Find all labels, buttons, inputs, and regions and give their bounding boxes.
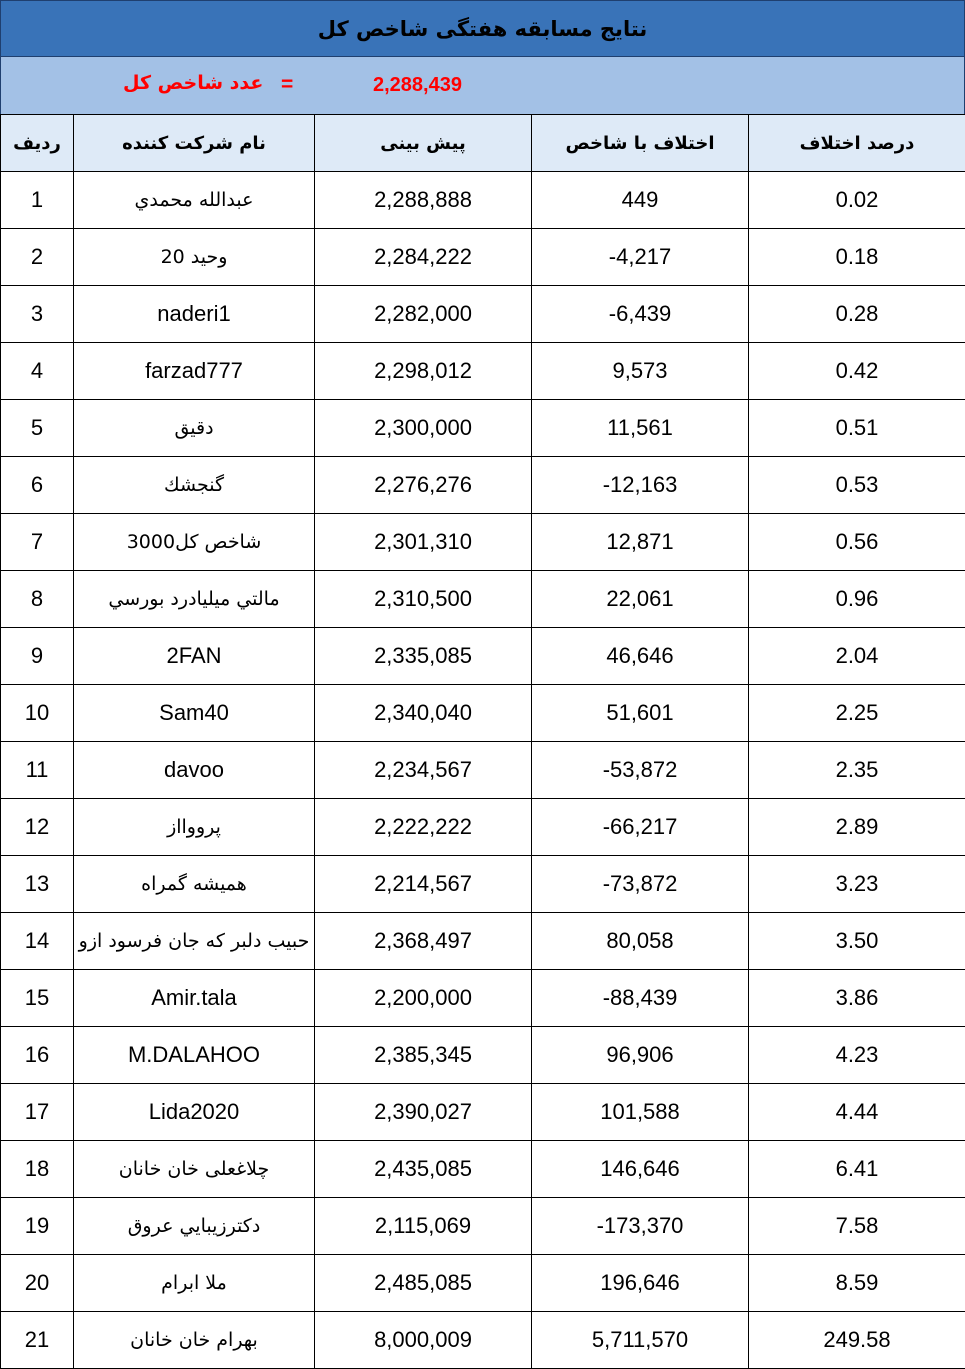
cell-rank: 2 bbox=[1, 229, 74, 286]
header-rank: ردیف bbox=[1, 115, 74, 172]
title-bar bbox=[0, 0, 965, 57]
cell-rank: 20 bbox=[1, 1255, 74, 1312]
cell-name: ملا ابرام bbox=[74, 1255, 315, 1312]
cell-forecast: 2,485,085 bbox=[315, 1255, 532, 1312]
cell-name: Sam40 bbox=[74, 685, 315, 742]
cell-percent: 0.28 bbox=[749, 286, 965, 343]
cell-forecast: 2,288,888 bbox=[315, 172, 532, 229]
cell-name: همیشه گمراه bbox=[74, 856, 315, 913]
cell-forecast: 2,385,345 bbox=[315, 1027, 532, 1084]
cell-rank: 16 bbox=[1, 1027, 74, 1084]
cell-name: وحید 20 bbox=[74, 229, 315, 286]
cell-forecast: 2,222,222 bbox=[315, 799, 532, 856]
cell-name: دكترزيبايي عروق bbox=[74, 1198, 315, 1255]
cell-diff: -66,217 bbox=[532, 799, 749, 856]
cell-name: حبیب دلبر که جان فرسود ازو bbox=[74, 913, 315, 970]
cell-forecast: 2,115,069 bbox=[315, 1198, 532, 1255]
table-row bbox=[1, 571, 965, 628]
table-row bbox=[1, 1141, 965, 1198]
cell-diff: -12,163 bbox=[532, 457, 749, 514]
cell-diff: 101,588 bbox=[532, 1084, 749, 1141]
table-row bbox=[1, 799, 965, 856]
cell-name: پرووااز bbox=[74, 799, 315, 856]
cell-diff: -6,439 bbox=[532, 286, 749, 343]
cell-forecast: 2,276,276 bbox=[315, 457, 532, 514]
cell-percent: 0.42 bbox=[749, 343, 965, 400]
cell-percent: 4.44 bbox=[749, 1084, 965, 1141]
cell-diff: 22,061 bbox=[532, 571, 749, 628]
cell-rank: 4 bbox=[1, 343, 74, 400]
cell-diff: 12,871 bbox=[532, 514, 749, 571]
cell-name: بهرام خان خانان bbox=[74, 1312, 315, 1369]
cell-percent: 249.58 bbox=[749, 1312, 965, 1369]
cell-diff: -4,217 bbox=[532, 229, 749, 286]
table-row bbox=[1, 1027, 965, 1084]
cell-percent: 0.53 bbox=[749, 457, 965, 514]
cell-rank: 19 bbox=[1, 1198, 74, 1255]
cell-rank: 8 bbox=[1, 571, 74, 628]
table-row bbox=[1, 457, 965, 514]
page-title: نتایج مسابقه هفتگی شاخص کل bbox=[317, 16, 648, 41]
table-row bbox=[1, 172, 965, 229]
cell-forecast: 2,368,497 bbox=[315, 913, 532, 970]
table-row bbox=[1, 742, 965, 799]
cell-rank: 11 bbox=[1, 742, 74, 799]
index-equals-sign: = bbox=[281, 73, 294, 96]
table-row bbox=[1, 970, 965, 1027]
cell-percent: 2.04 bbox=[749, 628, 965, 685]
cell-diff: -73,872 bbox=[532, 856, 749, 913]
cell-rank: 10 bbox=[1, 685, 74, 742]
table-row bbox=[1, 229, 965, 286]
header-percent: درصد اختلاف bbox=[749, 115, 965, 172]
table-row bbox=[1, 343, 965, 400]
table-row bbox=[1, 1084, 965, 1141]
table-row bbox=[1, 856, 965, 913]
table-row bbox=[1, 1312, 965, 1369]
cell-name: مالتي ميليادرد بورسي bbox=[74, 571, 315, 628]
cell-name: M.DALAHOO bbox=[74, 1027, 315, 1084]
header-diff: اختلاف با شاخص bbox=[532, 115, 749, 172]
cell-percent: 7.58 bbox=[749, 1198, 965, 1255]
cell-forecast: 2,282,000 bbox=[315, 286, 532, 343]
cell-percent: 0.02 bbox=[749, 172, 965, 229]
cell-diff: 9,573 bbox=[532, 343, 749, 400]
table-row bbox=[1, 286, 965, 343]
cell-rank: 1 bbox=[1, 172, 74, 229]
cell-percent: 6.41 bbox=[749, 1141, 965, 1198]
cell-percent: 3.50 bbox=[749, 913, 965, 970]
cell-name: farzad777 bbox=[74, 343, 315, 400]
cell-diff: 11,561 bbox=[532, 400, 749, 457]
cell-percent: 3.86 bbox=[749, 970, 965, 1027]
cell-rank: 6 bbox=[1, 457, 74, 514]
cell-name: دقیق bbox=[74, 400, 315, 457]
index-label: عدد شاخص کل bbox=[123, 72, 264, 94]
cell-percent: 2.25 bbox=[749, 685, 965, 742]
cell-percent: 4.23 bbox=[749, 1027, 965, 1084]
cell-rank: 15 bbox=[1, 970, 74, 1027]
cell-diff: 196,646 bbox=[532, 1255, 749, 1312]
cell-diff: 46,646 bbox=[532, 628, 749, 685]
cell-name: عبدالله محمدي bbox=[74, 172, 315, 229]
index-value: 2,288,439 bbox=[373, 74, 462, 96]
cell-name: 2FAN bbox=[74, 628, 315, 685]
cell-name: Amir.tala bbox=[74, 970, 315, 1027]
cell-percent: 0.96 bbox=[749, 571, 965, 628]
cell-percent: 8.59 bbox=[749, 1255, 965, 1312]
cell-rank: 18 bbox=[1, 1141, 74, 1198]
cell-name: Lida2020 bbox=[74, 1084, 315, 1141]
cell-forecast: 2,298,012 bbox=[315, 343, 532, 400]
cell-diff: 146,646 bbox=[532, 1141, 749, 1198]
cell-diff: 96,906 bbox=[532, 1027, 749, 1084]
cell-forecast: 2,301,310 bbox=[315, 514, 532, 571]
cell-rank: 14 bbox=[1, 913, 74, 970]
table-header-row bbox=[1, 115, 965, 172]
cell-rank: 7 bbox=[1, 514, 74, 571]
cell-forecast: 2,310,500 bbox=[315, 571, 532, 628]
results-table bbox=[0, 114, 965, 1369]
cell-name: گنجشك bbox=[74, 457, 315, 514]
table-row bbox=[1, 1255, 965, 1312]
cell-rank: 12 bbox=[1, 799, 74, 856]
cell-rank: 13 bbox=[1, 856, 74, 913]
cell-forecast: 2,390,027 bbox=[315, 1084, 532, 1141]
cell-percent: 2.89 bbox=[749, 799, 965, 856]
index-summary-bar bbox=[0, 57, 965, 114]
cell-forecast: 2,284,222 bbox=[315, 229, 532, 286]
cell-diff: -173,370 bbox=[532, 1198, 749, 1255]
cell-rank: 21 bbox=[1, 1312, 74, 1369]
cell-forecast: 2,234,567 bbox=[315, 742, 532, 799]
cell-diff: -88,439 bbox=[532, 970, 749, 1027]
cell-forecast: 2,435,085 bbox=[315, 1141, 532, 1198]
header-name: نام شرکت کننده bbox=[74, 115, 315, 172]
cell-name: چلاغعلی خان خانان bbox=[74, 1141, 315, 1198]
cell-forecast: 2,200,000 bbox=[315, 970, 532, 1027]
cell-percent: 0.56 bbox=[749, 514, 965, 571]
cell-rank: 5 bbox=[1, 400, 74, 457]
cell-rank: 3 bbox=[1, 286, 74, 343]
cell-percent: 0.18 bbox=[749, 229, 965, 286]
cell-rank: 9 bbox=[1, 628, 74, 685]
table-row bbox=[1, 628, 965, 685]
table-row bbox=[1, 400, 965, 457]
header-forecast: پیش بینی bbox=[315, 115, 532, 172]
cell-name: naderi1 bbox=[74, 286, 315, 343]
cell-forecast: 2,300,000 bbox=[315, 400, 532, 457]
table-row bbox=[1, 514, 965, 571]
cell-name: شاخص کل3000 bbox=[74, 514, 315, 571]
cell-diff: 449 bbox=[532, 172, 749, 229]
cell-forecast: 2,335,085 bbox=[315, 628, 532, 685]
cell-diff: 80,058 bbox=[532, 913, 749, 970]
cell-percent: 0.51 bbox=[749, 400, 965, 457]
cell-forecast: 8,000,009 bbox=[315, 1312, 532, 1369]
table-row bbox=[1, 685, 965, 742]
cell-name: davoo bbox=[74, 742, 315, 799]
table-body bbox=[1, 172, 965, 1369]
cell-diff: -53,872 bbox=[532, 742, 749, 799]
cell-diff: 5,711,570 bbox=[532, 1312, 749, 1369]
cell-forecast: 2,214,567 bbox=[315, 856, 532, 913]
cell-percent: 3.23 bbox=[749, 856, 965, 913]
cell-percent: 2.35 bbox=[749, 742, 965, 799]
table-row bbox=[1, 913, 965, 970]
cell-forecast: 2,340,040 bbox=[315, 685, 532, 742]
cell-rank: 17 bbox=[1, 1084, 74, 1141]
cell-diff: 51,601 bbox=[532, 685, 749, 742]
table-row bbox=[1, 1198, 965, 1255]
